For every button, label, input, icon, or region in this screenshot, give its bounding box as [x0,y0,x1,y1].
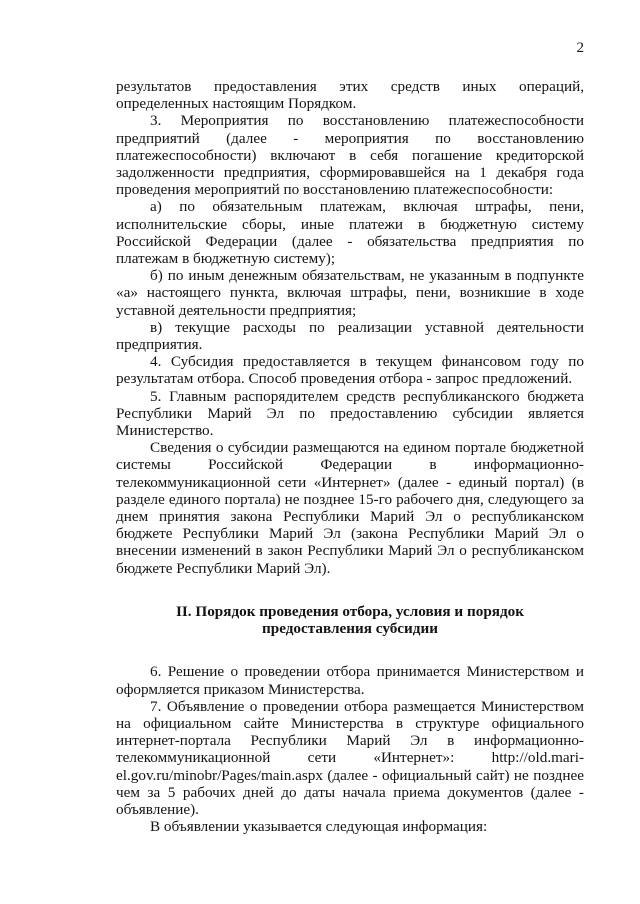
paragraph-subitem-v: в) текущие расходы по реализации уставной деятельности предприятия. [116,318,584,354]
section-heading-line2: предоставления субсидии [262,620,438,638]
paragraph-subitem-b: б) по иным денежным обязательствам, не указанным в подпункте «а» настоящего пункта, включая штрафы, пени, возникшие в ходе уставной деятельности предприятия; [116,267,584,319]
section-heading-line1: II. Порядок проведения отбора, условия и порядок [175,602,525,620]
paragraph-subsidy-info: Сведения о субсидии размещаются на едином портале бюджетной системы Российской Федерации в информационно-телекоммуникационной сети «Интернет» (далее - единый портал) (в разделе единого портала) не позднее 15-го рабочего дня, следующего за днем принятия закона Республики Марий Эл о республиканском бюджете Республики Марий Эл (закона Республики Марий Эл о внесении изменений в закон Республики Марий Эл о республиканском бюджете Республики Марий Эл). [116,439,584,577]
paragraph-continuation: результатов предоставления этих средств иных операций, определенных настоящим Порядком. [116,78,584,113]
paragraph-item-7: 7. Объявление о проведении отбора размещается Министерством на официальном сайте Министерства в структуре официального интернет-портала Республики Марий Эл в информационно-телекоммуникационной сети «Интернет»: http://old.mari-el.gov.ru/minobr/Pages/main.aspx (далее - официальный сайт) не позднее чем за 5 рабочих дней до даты начала приема документов (далее - объявление). [116,697,584,818]
paragraph-item-3: 3. Мероприятия по восстановлению платежеспособности предприятий (далее - мероприятия по восстановлению платежеспособности) включают в себя погашение кредиторской задолженности предприятия, сформировавшейся на 1 декабря года проведения мероприятий по восстановлению платежеспособности: [116,112,584,199]
paragraph-item-6: 6. Решение о проведении отбора принимается Министерством и оформляется приказом Министерства. [116,663,584,698]
paragraph-item-4: 4. Субсидия предоставляется в текущем финансовом году по результатам отбора. Способ проведения отбора - запрос предложений. [116,353,584,388]
spacer [116,577,584,603]
spacer [116,637,584,663]
paragraph-subitem-a: а) по обязательным платежам, включая штрафы, пени, исполнительские сборы, иные платежи в бюджетную систему Российской Федерации (далее - обязательства предприятия по платежам в бюджетную систему); [116,198,584,268]
paragraph-item-5: 5. Главным распорядителем средств республиканского бюджета Республики Марий Эл по предоставлению субсидии является Министерство. [116,387,584,440]
page-number: 2 [576,40,584,56]
paragraph-announcement-info: В объявлении указывается следующая информация: [150,818,488,836]
document-body [116,78,584,835]
